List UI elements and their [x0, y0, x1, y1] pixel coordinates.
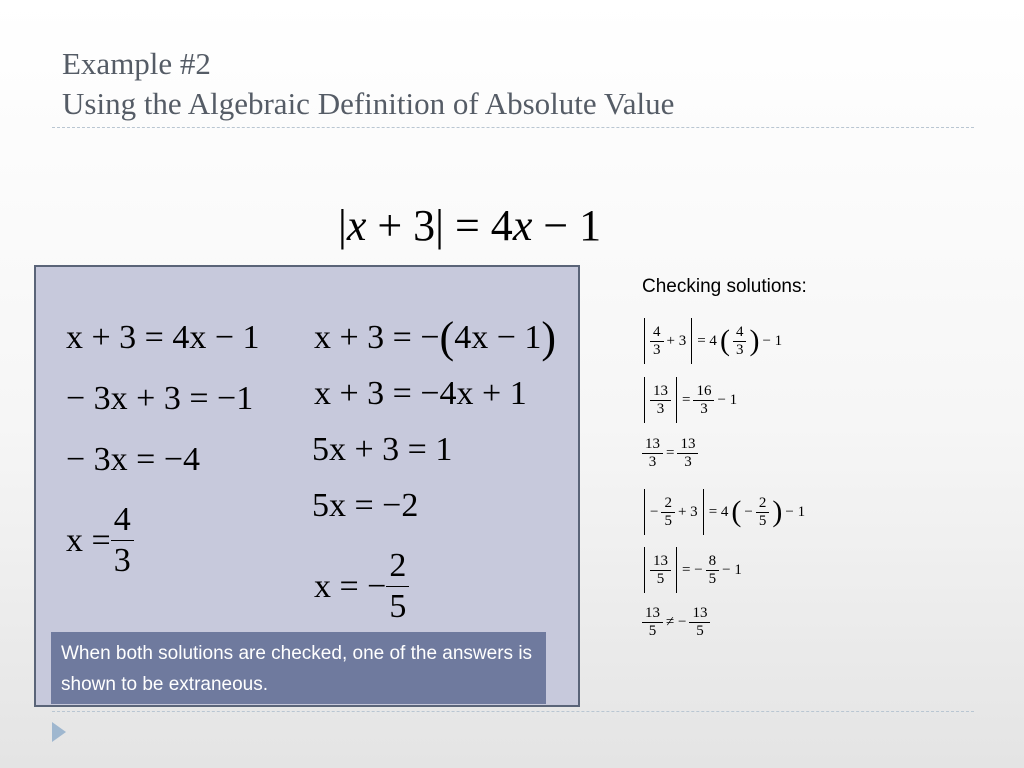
eq-right: = 4 [454, 201, 513, 250]
left-step-4-fraction [111, 500, 134, 581]
right-step-4: 5x = −2 [312, 487, 419, 524]
frac-den: 5 [389, 588, 407, 625]
right-step-2: x + 3 = −4x + 1 [314, 375, 527, 412]
eq-x: x [346, 201, 367, 250]
frac-num: 4 [111, 500, 134, 541]
checking-heading: Checking solutions: [642, 276, 807, 297]
check-line-5: $\frac{13}{5}$ = − $\frac{8}{5}$ − 1 [642, 547, 742, 593]
right-step-1-prefix: x + 3 = − [314, 319, 440, 356]
right-step-5-fraction [386, 546, 409, 627]
check-line-6: $\frac{13}{5}$ ≠ − $\frac{13}{5}$ [642, 605, 710, 640]
slide-title [62, 44, 674, 124]
left-step-3: − 3x = −4 [66, 441, 201, 478]
right-step-5 [314, 546, 409, 627]
abs-bar-right: | [435, 201, 444, 250]
eq-minus1: − 1 [543, 201, 602, 250]
play-triangle-icon[interactable] [52, 722, 66, 742]
paren-open: ( [439, 313, 455, 362]
check-line-2: $\frac{13}{3}$ = $\frac{16}{3}$ − 1 [642, 377, 737, 423]
eq-plus3: + 3 [377, 201, 436, 250]
left-step-4-prefix: x = [66, 521, 111, 559]
eq-x2: x [512, 201, 533, 250]
left-step-2: − 3x + 3 = −1 [66, 380, 254, 417]
frac-num: 2 [386, 546, 409, 587]
check-line-1: $\frac{4}{3}$ + 3 = 4 ( $\frac{4}{3}$ ) − 1 [642, 318, 782, 364]
abs-bar-left: | [338, 201, 347, 250]
check-line-3: $\frac{13}{3}$ = $\frac{13}{3}$ [642, 436, 698, 471]
title-line-1: Example #2 [62, 46, 211, 81]
right-step-3: 5x + 3 = 1 [312, 431, 453, 468]
right-step-5-prefix: x = − [314, 567, 387, 605]
right-step-1-inner: 4x − 1 [454, 319, 542, 356]
check-line-4: − $\frac{2}{5}$ + 3 = 4 ( − $\frac{2}{5}$ ) − 1 [642, 489, 805, 535]
left-step-1: x + 3 = 4x − 1 [66, 319, 260, 356]
footer-divider [52, 711, 974, 712]
frac-den: 3 [113, 542, 131, 579]
extraneous-note: When both solutions are checked, one of the answers is shown to be extraneous. [51, 632, 546, 704]
left-step-4 [66, 500, 134, 581]
right-step-1 [314, 313, 557, 362]
title-line-2: Using the Algebraic Definition of Absolute Value [62, 86, 675, 121]
paren-close: ) [541, 313, 557, 362]
title-divider [52, 127, 974, 128]
